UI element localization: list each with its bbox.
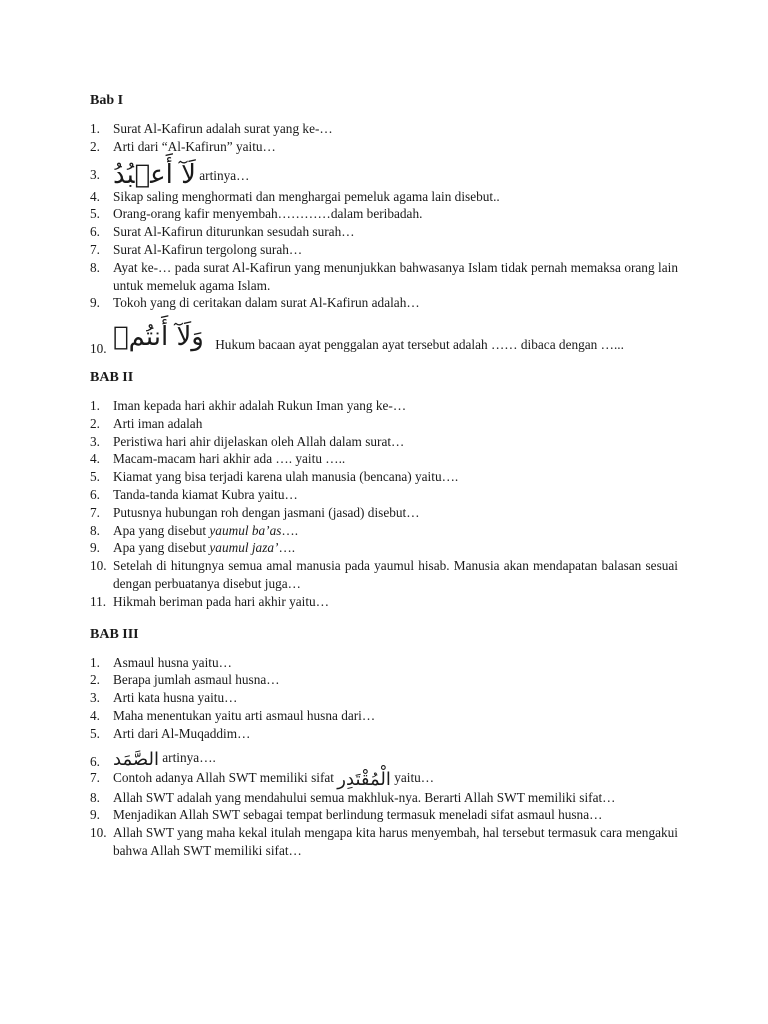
item-text: Ayat ke-… pada surat Al-Kafirun yang menunjukkan bahwasanya Islam tidak pernah memaksa orang lain untuk memeluk agama Islam. (113, 259, 678, 293)
italic-term: yaumul jaza’ (209, 540, 279, 556)
item-text: …. (281, 522, 299, 538)
list-item (90, 397, 678, 415)
item-number: 6. (90, 224, 100, 240)
item-number: 3. (90, 433, 100, 449)
question-list (90, 397, 678, 611)
item-number: 9. (90, 540, 100, 556)
item-number: 7. (90, 769, 100, 785)
arabic-text: الْمُقْتَدِر (337, 768, 391, 790)
section-bab-3 (90, 626, 678, 860)
item-text: Setelah di hitungnya semua amal manusia pada yaumul hisab. Manusia akan mendapatan balasan sesuai dengan perbuatanya disebut juga… (113, 558, 678, 591)
list-item (90, 504, 678, 522)
item-text: Apa yang disebut (113, 540, 210, 556)
list-item (90, 241, 678, 259)
italic-term: yaumul ba’as (209, 522, 282, 538)
list-item (90, 138, 678, 156)
item-number: 7. (90, 241, 100, 257)
item-number: 10. (90, 558, 107, 574)
item-number: 8. (90, 259, 100, 275)
list-item (90, 557, 678, 593)
item-text: Asmaul husna yaitu… (113, 654, 232, 670)
item-text: Surat Al-Kafirun adalah surat yang ke-… (113, 121, 333, 136)
list-item (90, 450, 678, 468)
item-number: 9. (90, 807, 100, 823)
item-number: 10. (90, 341, 107, 357)
item-text: Macam-macam hari akhir ada …. yaitu ….. (113, 451, 346, 467)
item-text: Orang-orang kafir menyembah…………dalam beribadah. (113, 206, 423, 222)
list-item (90, 725, 678, 743)
item-text: Allah SWT yang maha kekal itulah mengapa kita harus menyembah, hal tersebut termasuk cara mengakui bahwa Allah SWT memiliki sifat… (113, 825, 678, 858)
item-number: 6. (90, 486, 100, 502)
arabic-text: وَلَآ أَنتُمۡ (113, 322, 204, 353)
list-item (90, 156, 678, 188)
item-text: Hukum bacaan ayat penggalan ayat tersebut adalah …… dibaca dengan …... (211, 337, 624, 353)
item-text: Surat Al-Kafirun tergolong surah… (113, 241, 303, 257)
item-number: 2. (90, 415, 100, 431)
item-text: …. (278, 540, 296, 556)
item-text: artinya… (195, 167, 250, 183)
list-item (90, 433, 678, 451)
list-item (90, 671, 678, 689)
item-number: 4. (90, 707, 100, 723)
list-item (90, 824, 678, 860)
item-number: 8. (90, 522, 100, 538)
section-title: Bab I (90, 93, 124, 108)
section-bab-1 (90, 92, 678, 357)
item-text: yaitu… (390, 769, 435, 785)
item-text: Contoh adanya Allah SWT memiliki sifat (113, 769, 338, 785)
section-bab-2 (90, 369, 678, 611)
item-text: Hikmah beriman pada hari akhir yaitu… (113, 593, 330, 609)
item-number: 9. (90, 295, 100, 311)
list-item (90, 259, 678, 295)
list-item (90, 593, 678, 611)
list-item (90, 806, 678, 824)
item-text: Surat Al-Kafirun diturunkan sesudah surah… (113, 224, 355, 240)
item-text: Arti dari Al-Muqaddim… (113, 725, 251, 741)
list-item (90, 689, 678, 707)
item-text: Arti iman adalah (113, 415, 203, 431)
list-item (90, 743, 678, 769)
item-number: 7. (90, 504, 100, 520)
item-text: Arti dari “Al-Kafirun” yaitu… (113, 138, 276, 154)
item-number: 11. (90, 593, 107, 609)
list-item (90, 522, 678, 540)
list-item (90, 294, 678, 312)
item-text: Berapa jumlah asmaul husna… (113, 672, 280, 688)
arabic-text: الصَّمَد (113, 748, 159, 770)
item-number: 1. (90, 654, 100, 670)
item-number: 6. (90, 753, 100, 769)
item-number: 10. (90, 825, 107, 841)
item-text: Kiamat yang bisa terjadi karena ulah manusia (bencana) yaitu…. (113, 469, 459, 485)
item-number: 5. (90, 725, 100, 741)
list-item (90, 120, 678, 138)
item-text: Sikap saling menghormati dan menghargai pemeluk agama lain disebut.. (113, 188, 500, 204)
item-number: 1. (90, 397, 100, 413)
item-text: Maha menentukan yaitu arti asmaul husna dari… (113, 707, 376, 723)
item-text: Allah SWT adalah yang mendahului semua makhluk-nya. Berarti Allah SWT memiliki sifat… (113, 789, 616, 805)
list-item (90, 312, 678, 357)
item-text: Iman kepada hari akhir adalah Rukun Iman yang ke-… (113, 397, 407, 413)
question-list (90, 120, 678, 357)
item-text: Peristiwa hari ahir dijelaskan oleh Allah dalam surat… (113, 433, 405, 449)
item-number: 5. (90, 469, 100, 485)
document-page (90, 92, 678, 875)
list-item (90, 468, 678, 486)
list-item (90, 486, 678, 504)
item-text: Tanda-tanda kiamat Kubra yaitu… (113, 486, 298, 502)
list-item (90, 188, 678, 206)
list-item (90, 789, 678, 807)
list-item (90, 415, 678, 433)
item-number: 2. (90, 138, 100, 154)
section-title: BAB II (90, 369, 134, 385)
item-number: 3. (90, 690, 100, 706)
item-number: 5. (90, 206, 100, 222)
item-text: Menjadikan Allah SWT sebagai tempat berlindung termasuk meneladi sifat asmaul husna… (113, 807, 603, 823)
list-item (90, 769, 678, 789)
item-text: Putusnya hubungan roh dengan jasmani (jasad) disebut… (113, 504, 420, 520)
list-item (90, 707, 678, 725)
arabic-text: لَآ أَعۡبُدُ (113, 159, 196, 190)
list-item (90, 539, 678, 557)
item-number: 3. (90, 166, 100, 182)
item-text: artinya…. (158, 749, 216, 765)
list-item (90, 223, 678, 241)
item-text: Apa yang disebut (113, 522, 210, 538)
item-text: Arti kata husna yaitu… (113, 690, 238, 706)
item-text: Tokoh yang di ceritakan dalam surat Al-Kafirun adalah… (113, 295, 420, 311)
list-item (90, 205, 678, 223)
item-number: 1. (90, 121, 100, 136)
section-title: BAB III (90, 626, 139, 642)
item-number: 8. (90, 789, 100, 805)
item-number: 2. (90, 672, 100, 688)
item-number: 4. (90, 451, 100, 467)
question-list (90, 654, 678, 860)
list-item (90, 654, 678, 672)
item-number: 4. (90, 188, 100, 204)
